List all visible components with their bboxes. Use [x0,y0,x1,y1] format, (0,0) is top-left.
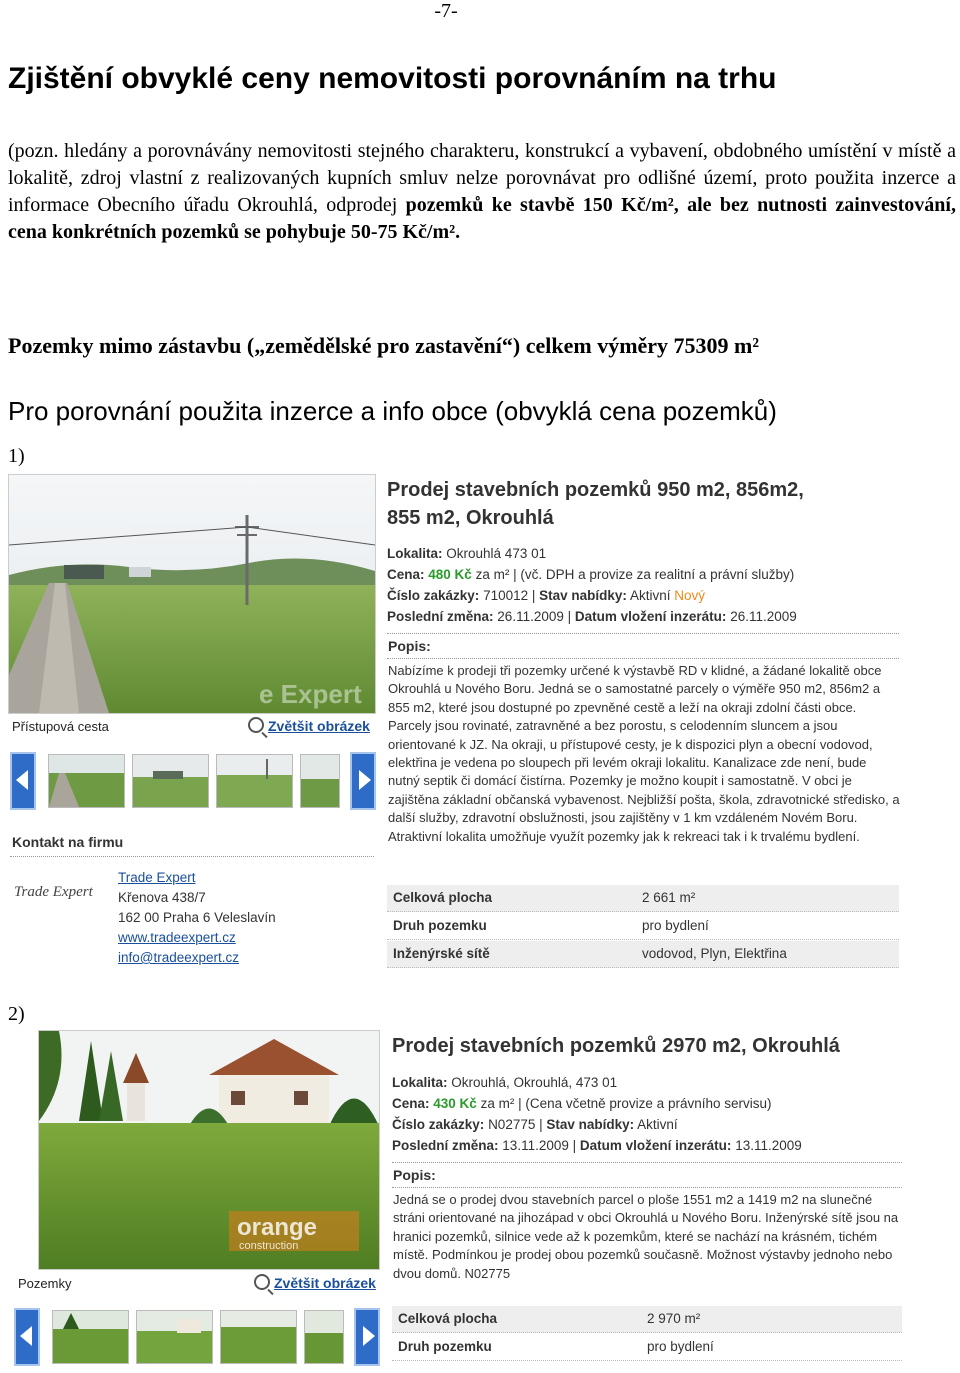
ad1-param-value: vodovod, Plyn, Elektřina [642,946,787,961]
page-number: -7- [434,0,458,22]
ad1-zmena-label: Poslední změna: [387,609,494,624]
ad2-next-arrow[interactable] [354,1308,380,1366]
ad2-thumbnail[interactable] [52,1310,129,1364]
ad1-cena-label: Cena: [387,567,425,582]
ad1-lokalita-label: Lokalita: [387,546,443,561]
ad1-param-label: Druh pozemku [393,918,487,933]
divider [392,1162,902,1163]
section-heading: Pozemky mimo zástavbu („zemědělské pro zastavění“) celkem výměry 75309 m² [8,333,759,358]
ad2-meta: Lokalita: Okrouhlá, Okrouhlá, 473 01 Cena: 430 Kč za m² | (Cena včetně provize a právního servisu) Číslo zakázky: N02775 | Stav nabídky: Aktivní Poslední změna: 13.11.2009 | Datum vložení inzerátu: 13.11.2009 [392,1075,802,1153]
ad2-watermark-top: orange [237,1214,318,1241]
divider [10,856,374,857]
ad2-number: 2) [8,1003,25,1025]
ad1-param-value: pro bydlení [642,918,709,933]
intro-text: (pozn. hledány a porovnávány nemovitosti stejného charakteru, konstrukcí a vybavení, obdobného umístění v místě a lokalitě, zdroj vlastní z realizovaných kupních smluv nelze porovnávat pro odlišné území, proto použita inzerce a informace Obecního úřadu Okrouhlá, odprodej [8,140,956,216]
ad1-contact-city: 162 00 Praha 6 Veleslavín [118,910,276,925]
ad1-contact-street: Křenova 438/7 [118,890,206,905]
ad1-meta: Lokalita: Okrouhlá 473 01 Cena: 480 Kč za m² | (vč. DPH a provize za realitní a právní služby) Číslo zakázky: 710012 | Stav nabídky: Aktivní Nový Poslední změna: 26.11.2009 | Datum vložení inzerátu: 26.11.2009 [387,546,797,624]
ad1-zoom-label: Zvětšit obrázek [268,718,370,734]
ad1-param-label: Inženýrské sítě [393,946,490,961]
ad2-param-label: Celková plocha [398,1311,498,1326]
ad2-param-row [392,1334,902,1361]
ad2-lokalita-label: Lokalita: [392,1075,448,1090]
trade-expert-logo: Trade Expert [14,884,93,900]
ad2-thumbnail[interactable] [136,1310,213,1364]
ad2-photo-caption: Pozemky [18,1276,72,1291]
ad2-zoom-link[interactable] [254,1274,376,1293]
ad1-stav-new: Nový [674,588,705,603]
ad1-contact-web[interactable]: www.tradeexpert.cz [118,930,236,945]
ad2-watermark-bottom: construction [239,1240,299,1252]
ad1-lokalita: Okrouhlá 473 01 [446,546,547,561]
ad2-vlozeni-label: Datum vložení inzerátu: [579,1138,732,1153]
ad2-photo-image [39,1031,379,1269]
ad2-title: Prodej stavebních pozemků 2970 m2, Okrouhlá [392,1035,840,1057]
ad2-param-label: Druh pozemku [398,1339,492,1354]
ad1-photo-caption: Přístupová cesta [12,719,109,734]
ad1-cislo-label: Číslo zakázky: [387,588,480,603]
divider [387,658,899,659]
ad1-param-label: Celková plocha [393,890,493,905]
ad2-param-value: pro bydlení [647,1339,714,1354]
ad1-contact-email[interactable]: info@tradeexpert.cz [118,950,240,965]
ad1-thumbnail[interactable] [48,754,125,808]
ad1-number: 1) [8,445,25,467]
ad1-popis-label: Popis: [388,638,431,654]
ad1-thumbnail-strip [10,752,374,810]
ad1-param-row [387,941,899,968]
ad1-vlozeni: 26.11.2009 [730,609,797,624]
ad2-stav-label: Stav nabídky: [546,1117,635,1132]
ad2-cena-note: | (Cena včetně provize a právního servisu) [518,1096,772,1111]
ad2-cislo-label: Číslo zakázky: [392,1117,485,1132]
ad2-cislo: N02775 [488,1117,536,1132]
ad1-contact-block [118,868,276,968]
ad1-contact-name[interactable]: Trade Expert [118,870,196,885]
comparison-heading: Pro porovnání použita inzerce a info obce (obvyklá cena pozemků) [8,396,777,426]
ad1-thumbnail[interactable] [132,754,209,808]
ad1-zmena: 26.11.2009 [497,609,564,624]
intro-text-bold: pozemků ke stavbě 150 Kč/m², ale bez nutnosti zainvestování, cena konkrétních pozemků se pohybuje 50-75 Kč/m². [8,194,956,243]
ad2-param-row [392,1306,902,1333]
ad1-cislo: 710012 [483,588,529,603]
ad1-stav: Aktivní [629,588,671,603]
ad1-popis: Nabízíme k prodeji tři pozemky určené k výstavbě RD v klidné, a žádané lokalitě obce Okrouhlá u Nového Boru. Jedná se o samostatné parcely o výměře 950 m2, 856m2 a 855 m2, které jsou dostupné po zpevněné cestě a leží na okraji zdolní části obce. Parcely jsou rovinaté, zatravněné a bez porostu, s celodenním sluncem a jsou orientované k JZ. Na okraji, u přístupové cesty, je k dispozici plyn a obecní vodovod, elektřina je vedena po sloupech při levém okraji lokalitu. Kanalizace zde není, bude nutný septik či domácí čistírna. Pozemky je možno koupit i samostatně. V obci je zajištěna základní občanská vybavenost. Nejbližší pošta, škola, zdravotnické středisko, a další služby, zdravotní obslužnosti, jsou zajištěny v 1 km vzdáleném Novém Boru. Atraktivní lokalita umožňuje využít pozemky jak k rekreaci tak i k trvalému bydlení. [388,663,900,844]
ad1-thumbnail[interactable] [300,754,340,808]
ad2-zoom-label: Zvětšit obrázek [274,1275,376,1291]
magnifier-icon [254,1274,270,1290]
ad2-popis-label: Popis: [393,1167,436,1183]
ad1-zoom-link[interactable] [248,717,370,736]
ad1-cena-unit: za m² [475,567,510,582]
ad2-param-table [392,1306,902,1362]
intro-paragraph [8,138,956,246]
ad2-cena-value: 430 Kč [433,1096,477,1111]
ad2-zmena-label: Poslední změna: [392,1138,499,1153]
ad1-param-table [387,885,899,969]
ad2-thumbnail-strip [14,1308,378,1366]
ad1-param-value: 2 661 m² [642,890,696,905]
ad2-photo[interactable] [38,1030,380,1270]
page-title: Zjištění obvyklé ceny nemovitosti porovnáním na trhu [8,62,777,95]
ad2-thumbnail[interactable] [304,1310,344,1364]
ad2-vlozeni: 13.11.2009 [735,1138,802,1153]
ad1-title-line1: Prodej stavebních pozemků 950 m2, 856m2, [387,479,804,501]
ad1-title [387,476,947,532]
ad1-vlozeni-label: Datum vložení inzerátu: [574,609,727,624]
ad2-param-value: 2 970 m² [647,1311,701,1326]
ad1-param-row [387,885,899,912]
ad2-popis: Jedná se o prodej dvou stavebních parcel o ploše 1551 m2 a 1419 m2 na slunečné stráni orientované na jihozápad v obci Okrouhlá u Nového Boru. Inženýrské sítě jsou na hranici pozemků, silnice vede až k pozemkům, které se nachází na krásném, tichém místě. Podmínkou je prodej obou pozemků současně. Možnost výstavby jednoho nebo dvou domů. N02775 [393,1192,899,1281]
ad1-next-arrow[interactable] [350,752,376,810]
ad2-zmena: 13.11.2009 [502,1138,569,1153]
ad1-photo-image [9,475,375,713]
ad1-prev-arrow[interactable] [10,752,36,810]
ad1-watermark: e Expert [259,679,362,709]
ad1-cena-note: | (vč. DPH a provize za realitní a právní služby) [513,567,795,582]
ad2-stav: Aktivní [637,1117,678,1132]
ad2-prev-arrow[interactable] [14,1308,40,1366]
ad1-photo[interactable] [8,474,376,714]
ad2-lokalita: Okrouhlá, Okrouhlá, 473 01 [451,1075,618,1090]
ad1-title-line2: 855 m2, Okrouhlá [387,507,554,529]
ad1-stav-label: Stav nabídky: [539,588,627,603]
magnifier-icon [248,717,264,733]
ad2-cena-label: Cena: [392,1096,430,1111]
ad1-kontakt-label: Kontakt na firmu [12,834,124,850]
ad2-thumbnail[interactable] [220,1310,297,1364]
ad2-cena-unit: za m² [480,1096,515,1111]
ad1-cena-value: 480 Kč [428,567,472,582]
divider [387,633,899,634]
ad1-param-row [387,913,899,940]
ad1-thumbnail[interactable] [216,754,293,808]
divider [392,1187,902,1188]
